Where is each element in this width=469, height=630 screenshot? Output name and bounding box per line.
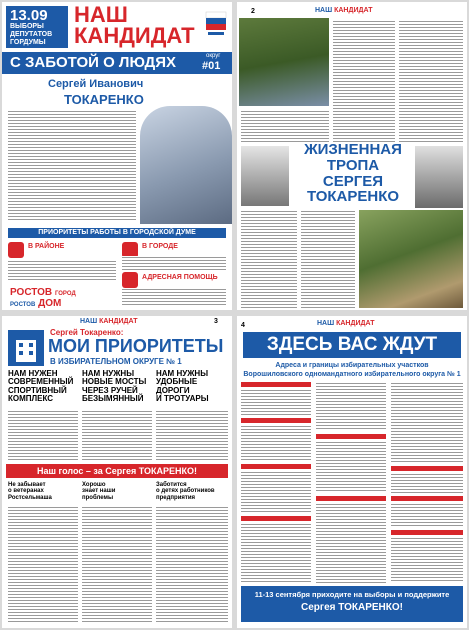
article-text-col-1 [333,20,395,144]
precinct-text [241,523,311,583]
priority-text-1 [8,410,78,462]
section-district: В РАЙОНЕ [28,243,65,250]
priority-2-line-1: НАМ НУЖНЫ [82,369,135,378]
sub-1-line-3: Ростсельмаша [8,494,52,501]
feature-title [295,142,411,205]
precinct-header [241,382,311,387]
article-text-col-3 [241,210,297,308]
priority-2-line-2: НОВЫЕ МОСТЫ [82,377,147,387]
priority-2-line-3: ЧЕРЕЗ РУЧЕЙ [82,385,138,395]
sub-2-line-1: Хорошо [82,482,106,488]
running-head [80,318,137,325]
masthead [74,4,195,46]
precinct-text [241,389,311,415]
sub-3-line-2: о детях работников [156,488,215,495]
precinct-header [316,434,386,439]
priority-3-line-3: ДОРОГИ [156,385,190,395]
page-number: 4 [241,322,245,329]
archive-photo-2 [415,146,463,208]
priority-column-3 [156,370,228,404]
sub-1-line-1: Не забывает [8,482,46,488]
feature-title-2: ТРОПА [326,156,380,174]
district-text [8,260,116,282]
sub-text-1 [8,506,78,624]
district-label: округ [206,53,221,59]
footer-banner [241,586,463,622]
running-head-2: КАНДИДАТ [99,318,138,325]
sub-text-2 [82,506,152,624]
running-head-1: НАШ [315,7,333,14]
priority-column-1 [8,370,78,404]
sub-column-3 [156,482,228,501]
running-head-1: НАШ [80,318,98,325]
precinct-text [316,503,386,583]
sub-2-line-2: знает наши [82,488,116,495]
party-logo [204,10,228,38]
precinct-header [316,496,386,501]
candidate-first-name: Сергей Иванович [48,78,144,90]
precinct-text [391,473,463,493]
masthead-line-1: НАШ [74,2,128,27]
precinct-header [241,516,311,521]
priority-3-line-1: НАМ НУЖНЫ [156,369,209,378]
page-2 [237,2,467,310]
priority-2-line-4: БЕЗЫМЯННЫЙ [82,394,144,404]
vote-banner: Наш голос – за Сергея ТОКАРЕНКО! [6,464,228,478]
bear-flag-icon [204,10,228,38]
priority-column-2 [82,370,152,404]
intro-text [8,110,136,222]
city-text [122,256,226,270]
help-icon [122,272,138,288]
precinct-text [391,382,463,462]
sub-text-3 [156,506,228,624]
article-text-col-2 [399,20,463,144]
building-icon [8,330,44,366]
running-head-1: НАШ [317,320,335,327]
priorities-title: МОИ ПРИОРИТЕТЫ [48,336,224,356]
running-head [317,320,374,327]
priority-1-line-1: НАМ НУЖЕН [8,369,58,378]
polling-title: ЗДЕСЬ ВАС ЖДУТ [243,332,461,358]
feature-title-4: ТОКАРЕНКО [306,188,400,206]
article-text-left [241,110,329,142]
precinct-text [391,503,463,527]
help-text [122,288,226,306]
logo-rostov: РОСТОВ [10,287,53,298]
priority-1-line-2: СОВРЕМЕННЫЙ [8,377,74,387]
priority-1-line-3: СПОРТИВНЫЙ [8,385,67,395]
sub-3-line-1: Заботится [156,482,187,488]
page-number: 3 [214,318,218,325]
precinct-header [241,418,311,423]
date-badge [6,6,68,48]
priority-text-2 [82,410,152,462]
precinct-text [391,537,463,583]
election-date: 13.09 [10,7,48,24]
precinct-header [391,496,463,501]
precinct-list [241,382,463,584]
slogan-banner [2,52,232,74]
logo-dom: ДОМ [38,297,62,309]
district-number: #01 [202,60,221,72]
priority-3-line-4: И ТРОТУАРЫ [156,394,209,404]
logo-rostov-2: РОСТОВ [10,301,36,308]
running-head-2: КАНДИДАТ [334,7,373,14]
election-line-2: ДЕПУТАТОВ [10,31,53,38]
priority-3-line-2: УДОБНЫЕ [156,377,198,387]
precinct-text [316,441,386,493]
sub-column-2 [82,482,152,501]
speaker: Сергей Токаренко: [50,328,124,337]
precinct-header [391,530,463,535]
precinct-text [241,425,311,461]
election-line-3: ГОРДУМЫ [10,39,46,46]
priority-1-line-4: КОМПЛЕКС [8,394,54,404]
running-head [315,7,372,14]
park-path-photo [359,210,463,308]
archive-photo-1 [241,146,289,206]
page-number: 2 [251,8,255,15]
precinct-header [391,466,463,471]
page-4 [237,316,467,628]
precinct-text [241,471,311,513]
section-help: АДРЕСНАЯ ПОМОЩЬ [142,274,218,281]
sub-2-line-3: проблемы [82,494,114,501]
footer-line-2: Сергея ТОКАРЕНКО! [301,602,403,613]
candidate-last-name: ТОКАРЕНКО [64,92,144,107]
masthead-line-2: КАНДИДАТ [74,23,195,48]
sub-column-1 [8,482,78,501]
sub-3-line-3: предприятия [156,494,196,501]
rostov-logo [10,288,76,309]
precinct-text [316,382,386,430]
priorities-subtitle: В ИЗБИРАТЕЛЬНОМ ОКРУГЕ № 1 [50,357,182,366]
house-icon [8,242,24,258]
sub-1-line-2: о ветеранах [8,488,44,495]
footer-line-1: 11-13 сентября приходите на выборы и поддержите [254,590,450,599]
slogan: С ЗАБОТОЙ О ЛЮДЯХ [10,54,177,71]
feature-title-1: ЖИЗНЕННАЯ [304,141,402,158]
precinct-header [241,464,311,469]
priority-text-3 [156,410,228,462]
section-city: В ГОРОДЕ [142,243,178,250]
candidate-photo [140,106,232,224]
page-1 [2,2,232,310]
logo-gorod: ГОРОД [54,291,76,297]
running-head-2: КАНДИДАТ [336,320,375,327]
election-line-1: ВЫБОРЫ [10,23,44,30]
priorities-bar: ПРИОРИТЕТЫ РАБОТЫ В ГОРОДСКОЙ ДУМЕ [8,228,226,238]
article-text-col-4 [301,210,355,308]
outdoor-portrait [239,18,329,106]
page-3 [2,316,232,628]
feature-title-3: СЕРГЕЯ [322,172,384,190]
subtitle-line-2: Ворошиловского одномандатного избирательного округа № 1 [243,371,461,378]
subtitle-line-1: Адреса и границы избирательных участков [275,362,429,369]
polling-subtitle [241,361,463,379]
